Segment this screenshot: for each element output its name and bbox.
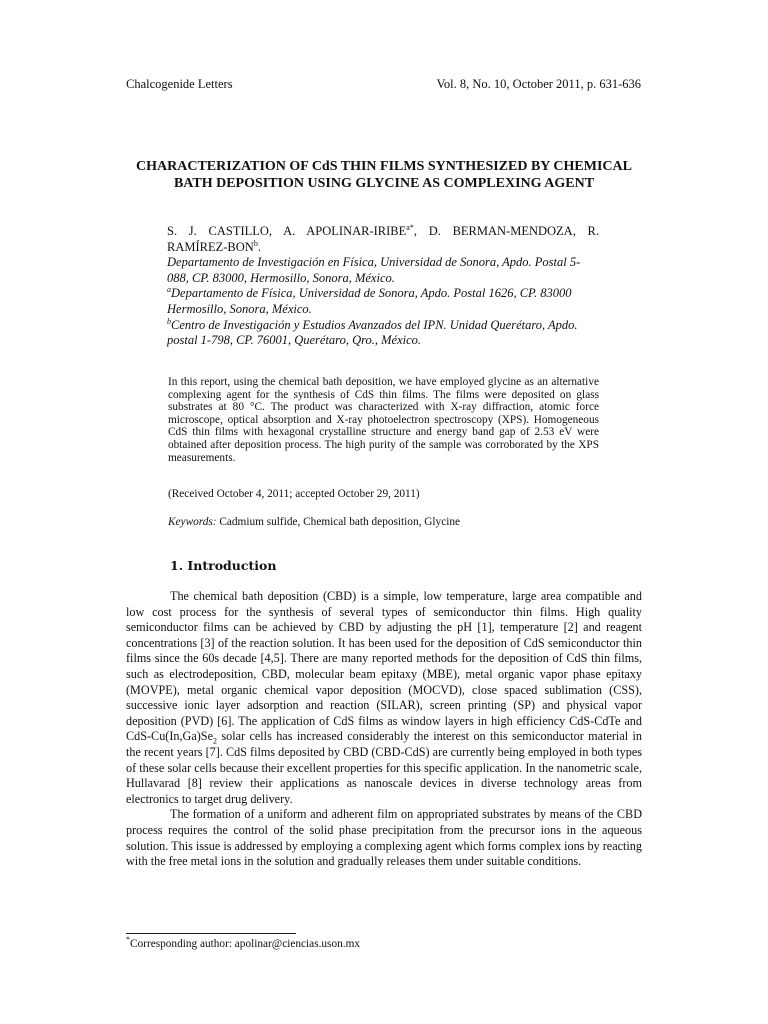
affiliation-2-marker: a	[167, 285, 171, 295]
author-block	[167, 224, 599, 349]
author-2: A. APOLINAR-IRIBE	[283, 224, 407, 238]
introduction-body	[126, 589, 642, 870]
abstract: In this report, using the chemical bath deposition, we have employed glycine as an alternative complexing agent for the synthesis of CdS thin films. The films were deposited on glass substrates at 80 °C. The product was characterized with X-ray diffraction, atomic force microscope, optical absorption and X-ray photoelectron spectroscopy (XPS). Homogeneous CdS thin films with hexagonal crystalline structure and energy band gap of 2.53 eV were obtained after deposition process. The high purity of the sample was corroborated by the XPS measurements.	[168, 376, 599, 464]
author-4-marker: b	[253, 238, 258, 248]
author-4: RAMÍREZ-BON	[167, 239, 254, 254]
paragraph-2: The formation of a uniform and adherent film on appropriated substrates by means of the CBD process requires the control of the solid phase precipitation from the precursor ions in the aqueous solution. This issue is addressed by employing a complexing agent which forms complex ions by reacting with the free metal ions in the solution and gradually releases them under suitable conditions.	[126, 807, 642, 869]
affiliation-3-marker: b	[167, 316, 171, 326]
journal-name: Chalcogenide Letters	[126, 77, 233, 91]
author-3: , D. BERMAN-MENDOZA, R.	[413, 224, 600, 238]
paper-title	[120, 158, 648, 192]
author-2-marker: a*	[406, 222, 414, 232]
footnote	[126, 935, 361, 950]
keywords	[168, 516, 460, 528]
affiliation-2: $^a$Departamento de Física, Universidad de Sonora, Apdo. Postal 1626, CP. 83000 Hermosillo, Sonora, México.	[167, 285, 572, 316]
author-names-line-1	[167, 224, 599, 240]
author-names-line-2: RAMÍREZ-BON$^b$.	[167, 238, 261, 254]
section-heading-introduction: 1. Introduction	[170, 558, 277, 573]
affiliation-1: Departamento de Investigación en Física, Universidad de Sonora, Apdo. Postal 5-088, CP. 83000, Hermosillo, Sonora, México.	[167, 255, 581, 285]
keywords-text: Cadmium sulfide, Chemical bath deposition, Glycine	[219, 516, 461, 528]
title-line-2: BATH DEPOSITION USING GLYCINE AS COMPLEXING AGENT	[173, 176, 595, 191]
affiliation-3: $^b$Centro de Investigación y Estudios Avanzados del IPN. Unidad Querétaro, Apdo. postal 1-798, CP. 76001, Querétaro, Qro., México.	[167, 316, 578, 348]
received-dates: (Received October 4, 2011; accepted October 29, 2011)	[168, 488, 420, 500]
paragraph-1: The chemical bath deposition (CBD) is a simple, low temperature, large area compatible and low cost process for the synthesis of several types of semiconductor thin films. High quality semiconductor films can be achieved by CBD by adjusting the pH [1], temperature [2] and reagent concentrations [3] of the reaction solution. It has been used for the deposition of CdS semiconductor thin films since the 60s decade [4,5]. There are many reported methods for the deposition of CdS thin films, such as electrodeposition, CBD, molecular beam epitaxy (MBE), metal organic vapor phase epitaxy (MOVPE), metal organic chemical vapor deposition (MOCVD), close spaced sublimation (CSS), successive ionic layer adsorption and reaction (SILAR), screen printing (SP) and physical vapor deposition (PVD) [6]. The application of CdS films as window layers in high efficiency CdS-CdTe and CdS-$Cu(In,Ga)Se_2$ solar cells has increased considerably the interest on this semiconductor material in the recent years [7]. CdS films deposited by CBD (CBD-CdS) are currently being employed in both types of these solar cells because their excellent properties for this specific application. In the nanometric scale, Hullavarad [8] review their applications as nanoscale devices in diverse technology areas from electronics to target drug delivery.	[126, 589, 642, 806]
citation-info: Vol. 8, No. 10, October 2011, p. 631-636	[436, 77, 641, 91]
footnote-text: Corresponding author: apolinar@ciencias.uson.mx	[130, 938, 361, 950]
footnote-marker: *	[126, 935, 130, 945]
keywords-label: Keywords:	[168, 516, 217, 528]
author-1: S. J. CASTILLO,	[167, 224, 273, 238]
title-line-1: CHARACTERIZATION OF CdS THIN FILMS SYNTHESIZED BY CHEMICAL	[136, 159, 632, 174]
footnote-divider	[126, 933, 296, 934]
